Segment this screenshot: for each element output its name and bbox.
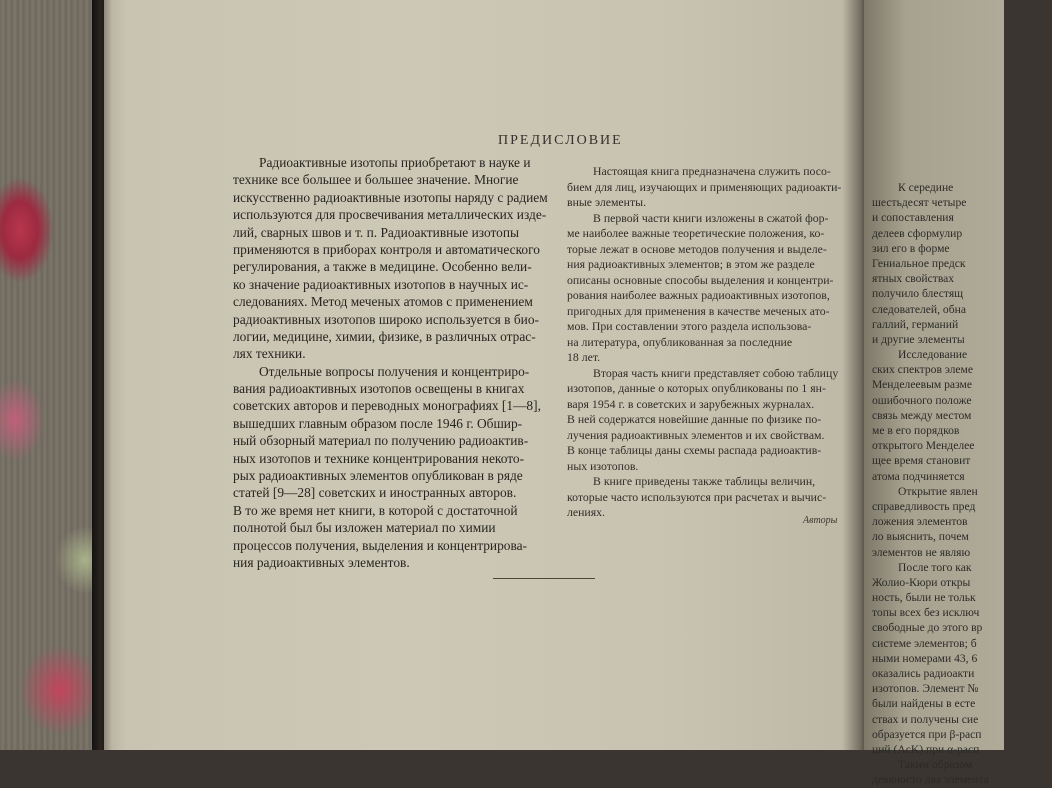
text-line: свободные до этого вр [872,621,983,635]
text-line: элементов не являю [872,545,971,559]
text-line: рых радиоактивных элементов опубликован в ряде [233,468,523,484]
text-line: ность, были не тольк [872,591,976,605]
text-line: изотопов, данные о которых опубликованы по 1 ян- [567,381,826,395]
text-line: на литература, опубликованная за последние [567,334,793,349]
text-line: ко значение радиоактивных изотопов в научных ис- [233,276,529,292]
text-line: вышедших главным образом после 1946 г. Обшир- [233,415,523,431]
text-line: шестьдесят четыре [872,196,967,210]
text-line: ме в его порядков [872,424,960,437]
text-line: системе элементов; б [872,636,977,650]
text-line: искусственно радиоактивные изотопы наряду с радием [233,189,548,205]
text-line: Менделеевым разме [872,378,972,392]
text-line: вные элементы. [567,195,647,209]
text-line: изотопов. Элемент № [872,682,979,696]
text-line: ными номерами 43, 6 [872,651,978,665]
text-line: девяносто два элемента [872,773,989,787]
text-line: технике все большее и большее значение. Многие [233,172,519,188]
text-line: Таким образом [898,758,973,772]
text-line: ный обзорный материал по получению радиоактив- [233,433,529,449]
text-line: К середине [898,181,954,194]
text-line: оказались радиоакти [872,667,975,680]
text-line: процессов получения, выделения и концентрирова- [233,537,528,553]
text-line: пригодных для применения в качестве меченых ато- [567,303,830,318]
text-line: щее время становит [872,454,971,468]
next-page-text [872,180,1052,788]
text-line: делеев сформулир [872,226,963,240]
text-line: мов. При составлении этого раздела использова- [567,319,812,333]
text-line: справедливость пред [872,499,976,513]
text-line: Радиоактивные изотопы приобретают в науке и [259,155,531,170]
text-line: были найдены в есте [872,697,976,711]
text-line: Гениальное предск [872,256,966,270]
text-line: которые часто используются при расчетах и вычис- [567,489,827,504]
text-line: 18 лет. [567,350,601,364]
text-line: В конце таблицы даны схемы распада радиоактив- [567,443,822,457]
text-line: ния радиоактивных элементов; в этом же разделе [567,257,815,271]
text-line: Отдельные вопросы получения и концентриро- [259,363,530,379]
text-line: Настоящая книга предназначена служить посо- [593,164,831,178]
text-line: и другие элементы [872,332,965,346]
text-line: логии, медицине, химии, физике, в различных отрас- [233,328,536,344]
next-page [864,0,1004,787]
text-line: ций (AcK) при α-расп [872,742,980,756]
text-line: ния радиоактивных элементов. [233,554,410,570]
text-line: образуется при β-расп [872,727,982,741]
text-line: галлий, германий [872,317,959,331]
text-line: статей [9—28] советских и иностранных авторов. [233,485,517,501]
text-line: применяются в приборах контроля и автоматического [233,241,540,257]
text-line: и сопоставления [872,211,954,225]
text-line: Вторая часть книги представляет собою таблицу [593,365,839,380]
text-line: советских авторов и переводных монографиях [1—8], [233,398,541,414]
text-line: ных изотопов. [567,458,639,473]
text-line: ских спектров элеме [872,363,974,377]
text-line: В первой части книги изложены в сжатой фор- [593,210,829,225]
text-line: варя 1954 г. в советских и зарубежных журналах. [567,396,815,411]
text-line: В то же время нет книги, в которой с достаточной [233,502,518,518]
text-line: бием для лиц, изучающих и применяющих радиоакти- [567,179,842,194]
text-line: зил его в форме [872,241,950,255]
text-line: В ней содержатся новейшие данные по физике по- [567,412,822,426]
text-line: ствах и получены сие [872,712,979,726]
text-line: торые лежат в основе методов получения и выделе- [567,241,827,256]
text-line: Открытие явлен [898,484,978,498]
text-line: лях техники. [233,346,306,362]
text-line: лучения радиоактивных элементов и их свойствам. [567,427,825,442]
text-line: получило блестящ [872,287,964,301]
text-line: ло выяснить, почем [872,530,969,544]
text-line: После того как [898,560,972,574]
text-line: следованиях. Метод меченых атомов с применением [233,294,533,310]
authors-signature: Авторы [803,515,838,526]
text-line: ных изотопов и технике концентрирования некото- [233,450,525,466]
text-line: вания радиоактивных изотопов освещены в книгах [233,381,525,397]
preface-left-column [233,154,555,571]
text-line: ошибочного положе [872,393,972,407]
text-line: атома подчиняется [872,469,965,483]
text-line: регулирования, а также в медицине. Особенно вели- [233,259,532,275]
text-line: связь между местом [872,408,972,422]
text-line: используются для просвечивания металлических изде- [233,207,547,223]
text-line: топы всех без исключ [872,606,980,620]
text-line: рования наиболее важных радиоактивных изотопов, [567,288,830,302]
text-line: лениях. [567,505,606,519]
end-rule [493,578,595,579]
text-line: лий, сварных швов и т. п. Радиоактивные изотопы [233,224,520,240]
page-heading: ПРЕДИСЛОВИЕ [498,133,623,148]
text-line: Жолио-Кюри откры [872,575,971,589]
text-line: радиоактивных изотопов широко используется в био- [233,311,539,327]
text-line: описаны основные способы выделения и концентри- [567,272,834,287]
text-line: полнотой был бы изложен материал по химии [233,520,496,536]
text-line: открытого Менделее [872,439,975,453]
text-line: следователей, обна [872,302,966,316]
text-line: Исследование [898,348,968,362]
text-line: ложения элементов [872,515,968,529]
text-line: ме наиболее важные теоретические положения, ко- [567,226,825,240]
text-line: В книге приведены также таблицы величин, [593,474,816,488]
text-line: ятных свойствах [872,272,955,286]
